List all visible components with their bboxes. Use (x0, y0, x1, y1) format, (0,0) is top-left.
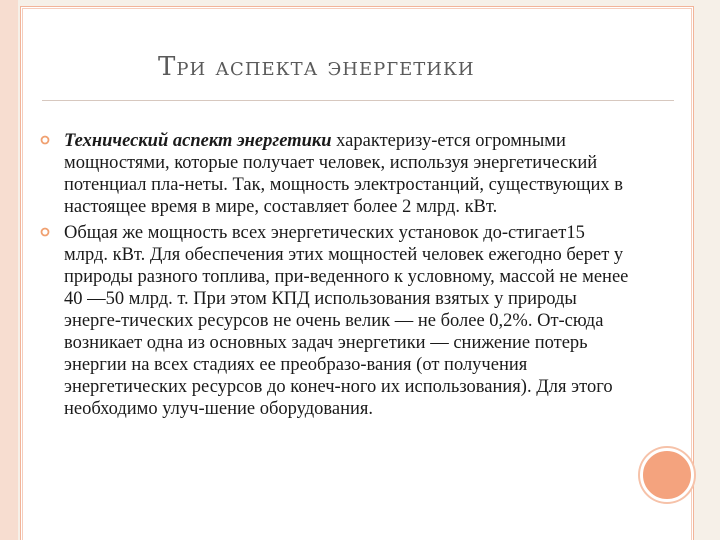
bullet-text: характеризу-ется огромными мощностями, которые получает человек, используя энергетический потенциал пла-неты. Так, мощность электростанций, существующих в настоящее время в мире, составляет более 2 млрд. кВт. (64, 131, 623, 217)
title-divider (42, 100, 674, 101)
bullet-item (40, 130, 630, 218)
bullet-emphasis: Технический аспект энергетики (64, 131, 332, 151)
slide-content (40, 130, 630, 424)
decorative-circle (640, 448, 694, 502)
circle-bullet-icon (40, 227, 50, 237)
slide-title: Три аспекта энергетики (158, 52, 475, 82)
left-border-strip (0, 0, 18, 540)
bullet-item (40, 222, 630, 420)
circle-bullet-icon (40, 135, 50, 145)
bullet-text: Общая же мощность всех энергетических установок до-стигает15 млрд. кВт. Для обеспечения этих мощностей человек ежегодно берет у природы разного топлива, при-веденного к условному, массой не менее 40 —50 млрд. т. При этом КПД использования взятых у природы энерге-тических ресурсов не очень велик — не более 0,2%. От-сюда возникает одна из основных задач энергетики — снижение потерь энергии на всех стадиях ее преобразо-вания (от получения энергетических ресурсов до конеч-ного их использования). Для этого необходимо улуч-шение оборудования. (64, 223, 629, 419)
